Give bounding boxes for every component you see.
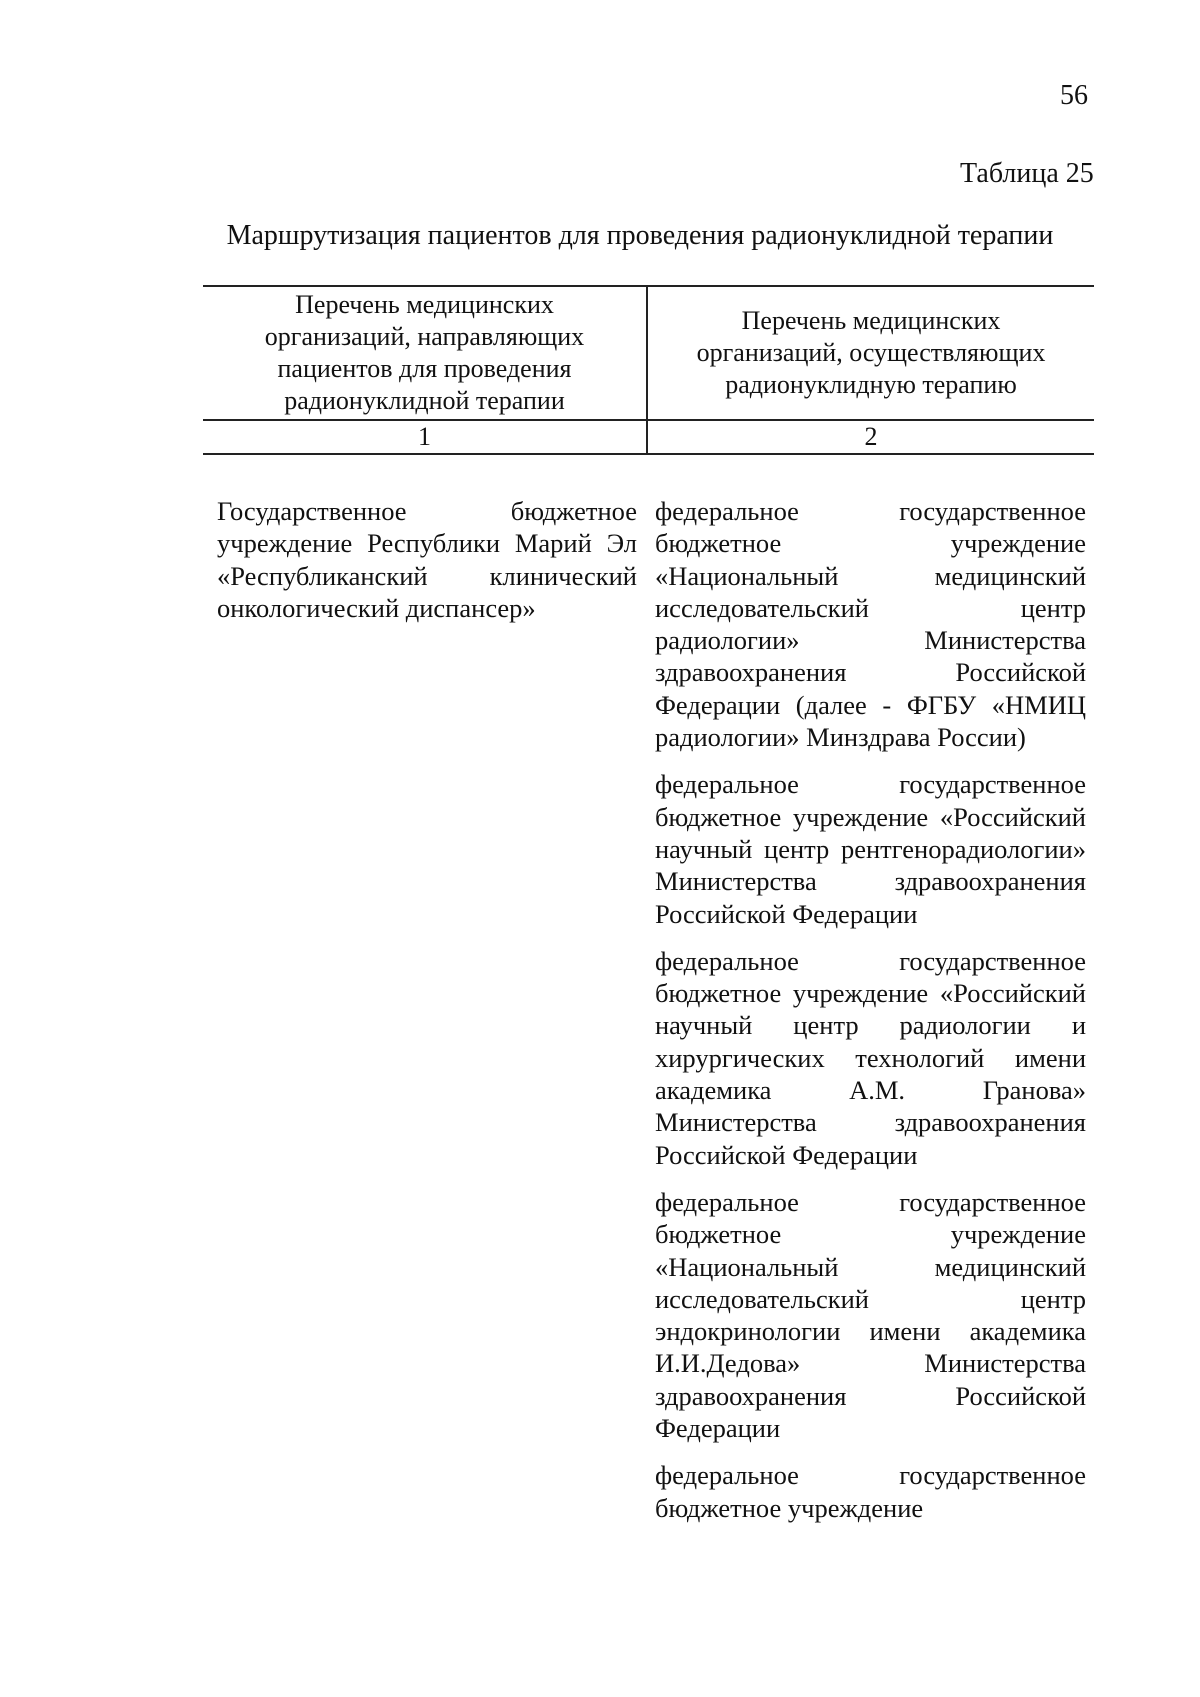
treating-organization-entry: федеральное государственное бюджетное учреждение «Национальный медицинский исследовательский центр эндокринологии имени академика И.И.Дедова» Министерства здравоохранения Российской Федерации (655, 1186, 1086, 1444)
column-number-row (203, 420, 1094, 454)
treating-organization-entry: федеральное государственное бюджетное учреждение «Национальный медицинский исследовательский центр радиологии» Министерства здравоохранения Российской Федерации (далее - ФГБУ «НМИЦ радиологии» Минздрава России) (655, 496, 1086, 753)
treating-organization-entry: федеральное государственное бюджетное учреждение «Российский научный центр рентгенорадиологии» Министерства здравоохранения Российской Федерации (655, 769, 1086, 929)
referring-organization-cell (203, 454, 647, 1539)
table-row (203, 454, 1094, 1539)
header-treating-organizations: Перечень медицинских организаций, осуществляющих радионуклидную терапию (647, 286, 1094, 420)
treating-organization-entry: федеральное государственное бюджетное учреждение (655, 1460, 1086, 1523)
column-number-1: 1 (203, 420, 647, 454)
routing-table (203, 285, 1094, 1539)
column-number-2: 2 (647, 420, 1094, 454)
document-title: Маршрутизация пациентов для проведения радионуклидной терапии (226, 220, 1054, 251)
treating-organization-entry: федеральное государственное бюджетное учреждение «Российский научный центр радиологии и хирургических технологий имени академика А.М. Гранова» Министерства здравоохранения Российской Федерации (655, 945, 1086, 1170)
table-number: Таблица 25 (960, 158, 1094, 189)
treating-organizations-cell (647, 454, 1094, 1539)
table-header-row (203, 286, 1094, 420)
referring-organization-text: Государственное бюджетное учреждение Республики Марий Эл «Республиканский клинический онкологический диспансер» (217, 496, 637, 623)
page-number: 56 (1060, 80, 1088, 111)
header-referring-organizations: Перечень медицинских организаций, направляющих пациентов для проведения радионуклидной терапии (203, 286, 647, 420)
